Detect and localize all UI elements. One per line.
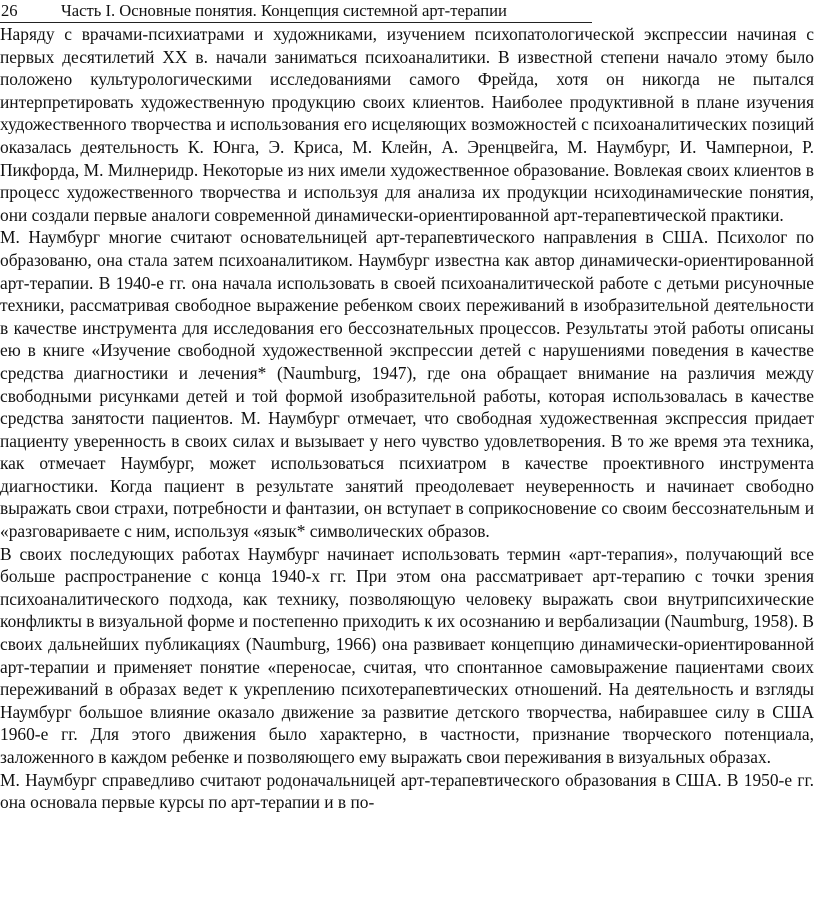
running-title: Часть I. Основные понятия. Концепция системной арт-терапии (61, 1, 507, 20)
paragraph: М. Наумбург многие считают основательницей арт-терапевтического направления в США. Психолог по образованю, она стала затем психоаналитиком. Наумбург известна как автор динамически-ориентированной арт-терапии. В 1940-е гг. она начала использовать в своей психоаналитической работе с детьми рисуночные техники, рассматривая свободное выражение ребенком своих переживаний в изобразительной деятельности в качестве инструмента для исследования его бессознательных процессов. Результаты этой работы описаны ею в книге «Изучение свободной художественной экспрессии детей с нарушениями поведения в качестве средства диагностики и лечения* (Naumburg, 1947), где она обращает внимание на различия между свободными рисунками детей и той формой изобразительной работы, которая использовалась в качестве средства занятости пациентов. М. Наумбург отмечает, что свободная художественная экспрессия придает пациенту уверенность в своих силах и вызывает у него чувство удовлетворения. В то же время эта техника, как отмечает Наумбург, может использоваться психиатром в качестве проективного инструмента диагностики. Когда пациент в результате занятий преодолевает неуверенность и начинает свободно выражать свои страхи, потребности и фантазии, он вступает в соприкосновение со своим бессознательным и «разговариваете с ним, используя «язык* символических образов. (0, 227, 814, 542)
paragraph: Наряду с врачами-психиатрами и художниками, изучением психопатологической экспрессии начиная с первых десятилетий XX в. начали заниматься психоаналитики. В известной степени начало этому было положено культурологическими исследованиями самого Фрейда, хотя он никогда не пытался интерпретировать художественную продукцию своих клиентов. Наиболее продуктивной в плане изучения художественного творчества и использования его исцеляющих возможностей с психоаналитических позиций оказалась деятельность К. Юнга, Э. Криса, М. Клейн, А. Эренцвейга, М. Наумбург, И. Чампернои, Р. Пикфорда, М. Милнеридр. Некоторые из них имели художественное образование. Вовлекая своих клиентов в процесс художественного творчества и используя для анализа их продукции нсиходинамические понятия, они создали первые аналоги современной динамически-ориентированной арт-терапевтической практики. (0, 24, 814, 225)
page-number: 26 (1, 1, 18, 20)
body-text (0, 23, 814, 814)
paragraph: В своих последующих работах Наумбург начинает использовать термин «арт-терапия», получающий все больше распространение с конца 1940-х гг. При этом она рассматривает арт-терапию с точки зрения психоаналитического подхода, как технику, позволяющую человеку выражать свои внутрипсихические конфликты в визуальной форме и постепенно приходить к их осознанию и вербализации (Naumburg, 1958). В своих дальнейших публикациях (Naumburg, 1966) она развивает концепцию динамически-ориентированной арт-терапии и применяет понятие «переносае, считая, что спонтанное самовыражение пациентами своих переживаний в образах ведет к укреплению психотерапевтических отношений. На деятельность и взгляды Наумбург большое влияние оказало движение за развитие детского творчества, набиравшее силу в США 1960-е гг. Для этого движения было характерно, в частности, признание творческого потенциала, заложенного в каждом ребенке и позволяющего ему выражать свои переживания в визуальных образах. (0, 543, 814, 767)
running-header (0, 0, 592, 23)
paragraph: М. Наумбург справедливо считают родоначальницей арт-терапевтического образования в США. В 1950-е гг. она основала первые курсы по арт-терапии и в по- (0, 769, 814, 813)
